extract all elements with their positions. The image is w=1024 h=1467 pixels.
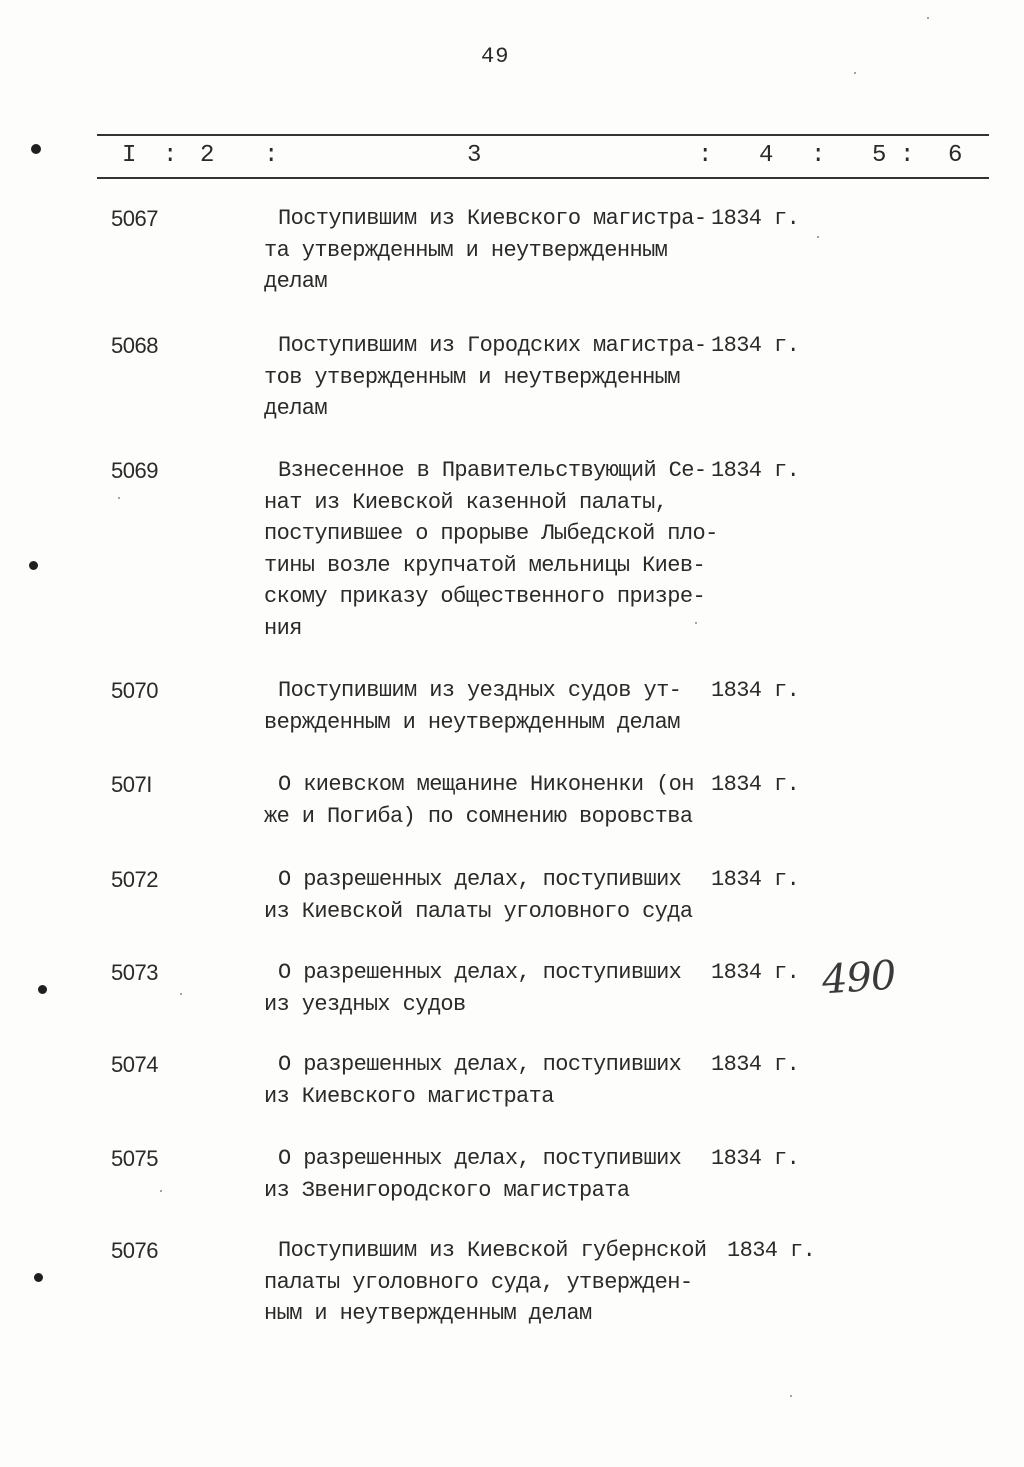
entry-title-line: тины возле крупчатой мельницы Киев- <box>264 552 706 578</box>
entry-title-line: из уездных судов <box>264 991 466 1017</box>
column-header-4: 4 <box>759 142 774 169</box>
punch-hole-mark <box>34 1273 43 1282</box>
entry-title <box>264 1143 724 1206</box>
entry-title-line: ным и неутвержденным делам <box>264 1301 592 1326</box>
column-separator: : <box>163 142 178 169</box>
entry-title-line: же и Погиба) по сомнению воровства <box>264 803 693 829</box>
column-separator: : <box>811 142 826 169</box>
paper-speck <box>927 17 929 19</box>
entry-number: 507I <box>111 772 152 797</box>
entry-title-line: Поступившим из Киевской губернской <box>278 1238 707 1263</box>
column-separator: : <box>264 142 279 169</box>
entry-title-line: из Звенигородского магистрата <box>264 1177 630 1203</box>
entry-title <box>264 455 724 644</box>
paper-speck <box>790 1395 792 1397</box>
column-header-6: 6 <box>948 142 963 169</box>
entry-year: 1834 г. <box>727 1238 816 1263</box>
entry-number: 5072 <box>111 867 158 892</box>
paper-speck <box>817 236 819 238</box>
entry-title <box>264 1235 724 1330</box>
entry-title-line: Взнесенное в Правительствующий Се- <box>278 458 707 483</box>
entry-title-line: из Киевского магистрата <box>264 1083 554 1109</box>
column-header-2: 2 <box>200 142 215 169</box>
entry-title-line: Поступившим из Городских магистра- <box>278 333 707 358</box>
entry-number: 5075 <box>111 1146 158 1171</box>
entry-year: 1834 г. <box>711 960 800 985</box>
header-bottom-rule <box>97 177 989 179</box>
entry-title-line: палаты уголовного суда, утвержден- <box>264 1269 693 1295</box>
header-top-rule <box>97 134 989 136</box>
entry-year: 1834 г. <box>711 772 800 797</box>
entry-title-line: ния <box>264 615 302 641</box>
entry-title <box>264 330 724 425</box>
entry-year: 1834 г. <box>711 333 800 358</box>
entry-number: 5068 <box>111 333 158 358</box>
entry-year: 1834 г. <box>711 867 800 892</box>
column-header-5: 5 <box>872 142 887 169</box>
entry-title-line: поступившее о прорыве Лыбедской пло- <box>264 521 718 546</box>
entry-year: 1834 г. <box>711 458 800 483</box>
entry-title <box>264 203 724 298</box>
entry-title-line: Поступившим из Киевского магистра- <box>278 206 707 231</box>
entry-number: 5076 <box>111 1238 158 1263</box>
entry-year: 1834 г. <box>711 1052 800 1077</box>
entry-title-line: та утвержденным и неутвержденным <box>264 237 668 263</box>
paper-speck <box>695 622 697 624</box>
entry-title-line: делам <box>264 396 328 421</box>
column-separator: : <box>900 142 915 169</box>
entry-number: 5069 <box>111 458 158 483</box>
entry-title <box>264 1049 724 1112</box>
paper-speck <box>854 72 856 74</box>
entry-title-line: нат из Киевской казенной палаты, <box>264 489 668 515</box>
handwritten-sheet-number: 490 <box>820 952 897 1004</box>
entry-title <box>264 769 724 832</box>
entry-title <box>264 864 724 927</box>
entry-number: 5073 <box>111 960 158 985</box>
entry-year: 1834 г. <box>711 206 800 231</box>
entry-title-line: скому приказу общественного призре- <box>264 584 706 609</box>
entry-title-line: тов утвержденным и неутвержденным <box>264 364 680 390</box>
entry-number: 5070 <box>111 678 158 703</box>
page-number: 49 <box>481 44 510 69</box>
paper-speck <box>118 497 120 499</box>
column-header-3: 3 <box>467 142 482 169</box>
entry-title <box>264 675 724 738</box>
punch-hole-mark <box>29 561 38 570</box>
punch-hole-mark <box>38 985 47 994</box>
column-header-1: I <box>122 142 137 169</box>
column-separator: : <box>698 142 713 169</box>
entry-year: 1834 г. <box>711 1146 800 1171</box>
entry-title-line: делам <box>264 269 328 294</box>
entry-title-line: из Киевской палаты уголовного суда <box>264 898 693 924</box>
entry-title-line: О разрешенных делах, поступивших <box>278 1052 682 1077</box>
punch-hole-mark <box>31 144 41 154</box>
paper-speck <box>160 1190 162 1192</box>
entry-year: 1834 г. <box>711 678 800 703</box>
entry-title <box>264 957 724 1020</box>
entry-number: 5067 <box>111 206 158 231</box>
entry-title-line: вержденным и неутвержденным делам <box>264 709 680 735</box>
entry-title-line: О киевском мещанине Никоненки (он <box>278 772 694 797</box>
entry-number: 5074 <box>111 1052 158 1077</box>
entry-title-line: Поступившим из уездных судов ут- <box>278 678 682 703</box>
paper-speck <box>180 993 182 995</box>
entry-title-line: О разрешенных делах, поступивших <box>278 960 682 985</box>
entry-title-line: О разрешенных делах, поступивших <box>278 867 682 892</box>
entry-title-line: О разрешенных делах, поступивших <box>278 1146 682 1171</box>
